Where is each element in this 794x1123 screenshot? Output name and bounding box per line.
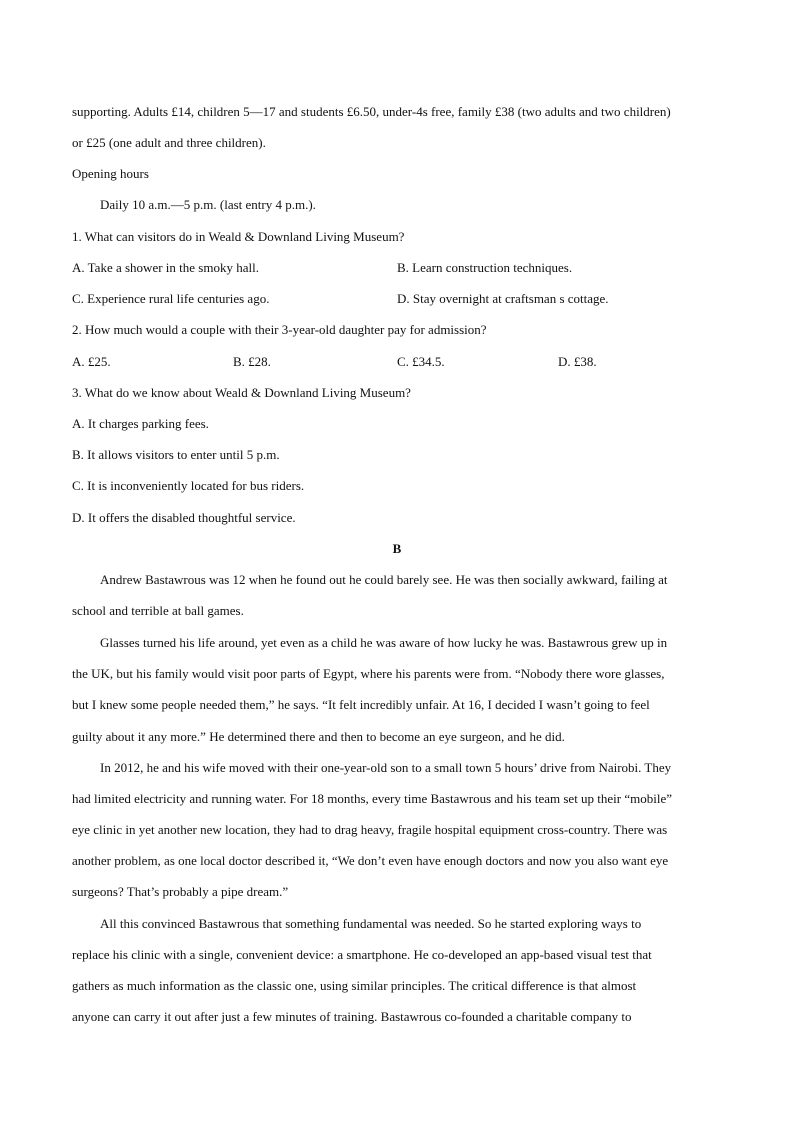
q3-option-d: D. It offers the disabled thoughtful service. xyxy=(72,510,296,525)
passage-line: gathers as much information as the classic one, using similar principles. The critical difference is that almost xyxy=(72,978,637,993)
opening-hours-heading: Opening hours xyxy=(72,166,149,181)
q1-option-c: C. Experience rural life centuries ago. xyxy=(72,291,270,306)
q2-option-b: B. £28. xyxy=(233,354,271,369)
q2-option-d: D. £38. xyxy=(558,354,597,369)
q3-option-c: C. It is inconveniently located for bus riders. xyxy=(72,478,305,493)
passage-line: eye clinic in yet another new location, they had to drag heavy, fragile hospital equipment cross-country. There was xyxy=(72,822,668,837)
q3-option-a: A. It charges parking fees. xyxy=(72,416,209,431)
intro-line-1: supporting. Adults £14, children 5—17 and students £6.50, under-4s free, family £38 (two adults and two children) xyxy=(72,104,671,119)
section-b-title: B xyxy=(392,541,402,556)
passage-line: All this convinced Bastawrous that something fundamental was needed. So he started exploring ways to xyxy=(100,916,642,931)
opening-hours-text: Daily 10 a.m.—5 p.m. (last entry 4 p.m.). xyxy=(100,197,316,212)
passage-line: Andrew Bastawrous was 12 when he found out he could barely see. He was then socially awkward, failing at xyxy=(100,572,668,587)
q2-option-a: A. £25. xyxy=(72,354,111,369)
passage-line: but I knew some people needed them,” he says. “It felt incredibly unfair. At 16, I decided I wasn’t going to feel xyxy=(72,697,650,712)
intro-line-2: or £25 (one adult and three children). xyxy=(72,135,266,150)
q2-option-c: C. £34.5. xyxy=(397,354,445,369)
q1-option-b: B. Learn construction techniques. xyxy=(397,260,573,275)
passage-line: another problem, as one local doctor described it, “We don’t even have enough doctors and now you also want eye xyxy=(72,853,669,868)
passage-line: school and terrible at ball games. xyxy=(72,603,244,618)
passage-line: Glasses turned his life around, yet even as a child he was aware of how lucky he was. Bastawrous grew up in xyxy=(100,635,668,650)
passage-line: had limited electricity and running water. For 18 months, every time Bastawrous and his team set up their “mobile” xyxy=(72,791,673,806)
passage-line: anyone can carry it out after just a few minutes of training. Bastawrous co-founded a charitable company to xyxy=(72,1009,632,1024)
passage-line: surgeons? That’s probably a pipe dream.” xyxy=(72,884,289,899)
q3-option-b: B. It allows visitors to enter until 5 p.m. xyxy=(72,447,280,462)
question-1: 1. What can visitors do in Weald & Downland Living Museum? xyxy=(72,229,405,244)
question-3: 3. What do we know about Weald & Downland Living Museum? xyxy=(72,385,411,400)
q1-option-a: A. Take a shower in the smoky hall. xyxy=(72,260,259,275)
passage-line: guilty about it any more.” He determined there and then to become an eye surgeon, and he did. xyxy=(72,729,565,744)
passage-line: the UK, but his family would visit poor parts of Egypt, where his parents were from. “Nobody there wore glasses, xyxy=(72,666,665,681)
passage-line: In 2012, he and his wife moved with their one-year-old son to a small town 5 hours’ drive from Nairobi. They xyxy=(100,760,672,775)
q1-option-d: D. Stay overnight at craftsman s cottage. xyxy=(397,291,609,306)
passage-line: replace his clinic with a single, convenient device: a smartphone. He co-developed an app-based visual test that xyxy=(72,947,652,962)
question-2: 2. How much would a couple with their 3-year-old daughter pay for admission? xyxy=(72,322,487,337)
